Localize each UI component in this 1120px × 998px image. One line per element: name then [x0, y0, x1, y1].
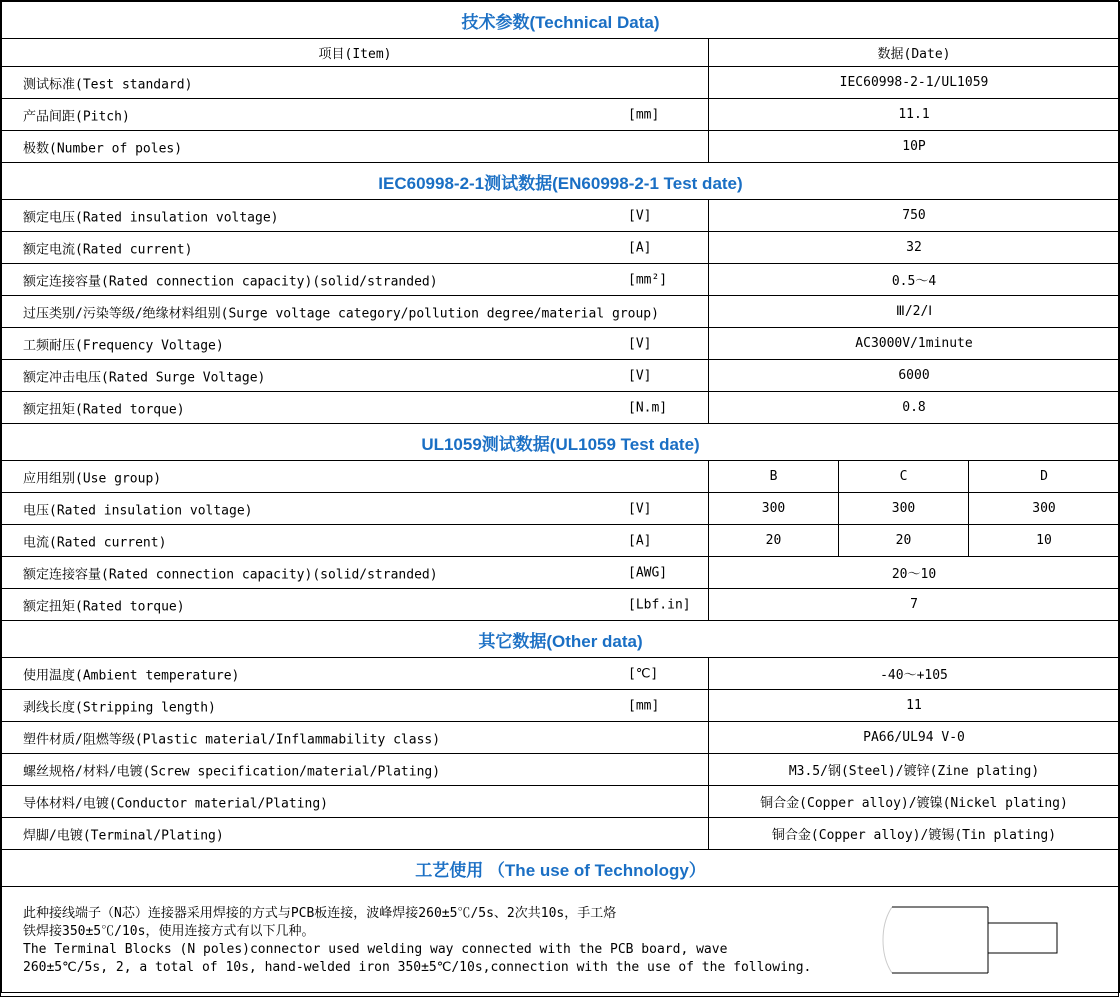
row-label: 产品间距(Pitch) [23, 109, 130, 124]
row-label: 额定电压(Rated insulation voltage) [23, 210, 279, 225]
ul-voltage-b: 300 [709, 493, 839, 525]
row-label: 额定连接容量(Rated connection capacity)(solid/stranded) [23, 567, 438, 582]
row-label: 测试标准(Test standard) [23, 77, 193, 92]
row-value: 6000 [709, 360, 1120, 392]
tech-line-1: 此种接线端子（N芯）连接器采用焊接的方式与PCB板连接，波峰焊接260±5℃/5s、2次共10s，手工烙 [23, 906, 617, 921]
row-surge-voltage [2, 360, 709, 392]
row-screw-spec [2, 754, 709, 786]
header-item: 项目(Item) [2, 39, 709, 67]
row-value: Ⅲ/2/Ⅰ [709, 296, 1120, 328]
row-value: 铜合金(Copper alloy)/镀镍(Nickel plating) [709, 786, 1120, 818]
row-unit: [V] [628, 208, 652, 223]
row-unit: [V] [628, 336, 652, 351]
group-b: B [709, 461, 839, 493]
row-value: 0.5～4 [709, 264, 1120, 296]
row-label: 额定扭矩(Rated torque) [23, 402, 185, 417]
row-surge-category [2, 296, 709, 328]
ul-current-c: 20 [839, 525, 969, 557]
row-value: 铜合金(Copper alloy)/镀锡(Tin plating) [709, 818, 1120, 850]
row-conductor-material [2, 786, 709, 818]
row-plastic-material [2, 722, 709, 754]
row-stripping-length [2, 690, 709, 722]
row-label: 额定扭矩(Rated torque) [23, 599, 185, 614]
row-poles [2, 131, 709, 163]
row-value: 10P [709, 131, 1120, 163]
row-label: 应用组别(Use group) [23, 471, 162, 486]
row-value: 32 [709, 232, 1120, 264]
technology-usage-cell [2, 887, 1120, 993]
row-label: 极数(Number of poles) [23, 141, 183, 156]
header-data: 数据(Date) [709, 39, 1120, 67]
row-unit: [N.m] [628, 400, 668, 415]
technology-description [23, 905, 811, 977]
row-use-group [2, 461, 709, 493]
tech-line-2: 铁焊接350±5℃/10s，使用连接方式有以下几种。 [23, 924, 315, 939]
row-frequency-voltage [2, 328, 709, 360]
row-ul-capacity [2, 557, 709, 589]
row-unit: [mm²] [628, 272, 668, 287]
row-label: 剥线长度(Stripping length) [23, 700, 216, 715]
row-pitch [2, 99, 709, 131]
row-ul-torque [2, 589, 709, 621]
row-unit: [℃] [628, 666, 659, 681]
row-label: 过压类别/污染等级/绝缘材料组别(Surge voltage category/pollution degree/material group) [23, 306, 659, 321]
ul-voltage-d: 300 [969, 493, 1120, 525]
row-value: 11.1 [709, 99, 1120, 131]
row-unit: [A] [628, 533, 652, 548]
row-value: M3.5/钢(Steel)/镀锌(Zine plating) [709, 754, 1120, 786]
row-unit: [V] [628, 501, 652, 516]
row-label: 螺丝规格/材料/电镀(Screw specification/material/Plating) [23, 764, 441, 779]
row-label: 电压(Rated insulation voltage) [23, 503, 253, 518]
row-ul-current [2, 525, 709, 557]
row-label: 电流(Rated current) [23, 535, 167, 550]
row-value: 20～10 [709, 557, 1120, 589]
row-rated-voltage [2, 200, 709, 232]
group-d: D [969, 461, 1120, 493]
section-title-iec: IEC60998-2-1测试数据(EN60998-2-1 Test date) [2, 163, 1120, 200]
row-label: 导体材料/电镀(Conductor material/Plating) [23, 796, 328, 811]
row-ul-voltage [2, 493, 709, 525]
row-value: 750 [709, 200, 1120, 232]
row-value: 0.8 [709, 392, 1120, 424]
row-ambient-temperature [2, 658, 709, 690]
section-title-ul: UL1059测试数据(UL1059 Test date) [2, 424, 1120, 461]
group-c: C [839, 461, 969, 493]
row-value: AC3000V/1minute [709, 328, 1120, 360]
row-rated-current [2, 232, 709, 264]
row-unit: [Lbf.in] [628, 597, 691, 612]
section-title-technical: 技术参数(Technical Data) [2, 2, 1120, 39]
row-label: 工频耐压(Frequency Voltage) [23, 338, 224, 353]
row-value: 7 [709, 589, 1120, 621]
row-label: 额定冲击电压(Rated Surge Voltage) [23, 370, 266, 385]
row-rated-torque [2, 392, 709, 424]
row-value: -40～+105 [709, 658, 1120, 690]
row-label: 使用温度(Ambient temperature) [23, 668, 240, 683]
row-value: IEC60998-2-1/UL1059 [709, 67, 1120, 99]
row-terminal-plating [2, 818, 709, 850]
row-unit: [AWG] [628, 565, 668, 580]
row-value: 11 [709, 690, 1120, 722]
row-label: 额定电流(Rated current) [23, 242, 193, 257]
wire-curve [883, 907, 892, 973]
row-test-standard [2, 67, 709, 99]
row-value: PA66/UL94 V-0 [709, 722, 1120, 754]
wire-connection-diagram [878, 905, 1063, 975]
section-title-other: 其它数据(Other data) [2, 621, 1120, 658]
row-connection-capacity [2, 264, 709, 296]
tech-line-3: The Terminal Blocks (N poles)connector used welding way connected with the PCB board, wave [23, 942, 728, 957]
row-unit: [V] [628, 368, 652, 383]
row-label: 额定连接容量(Rated connection capacity)(solid/stranded) [23, 274, 438, 289]
row-label: 塑件材质/阻燃等级(Plastic material/Inflammability class) [23, 732, 441, 747]
row-unit: [mm] [628, 698, 660, 713]
ul-current-b: 20 [709, 525, 839, 557]
spec-table [1, 1, 1120, 993]
stripped-conductor [988, 923, 1057, 953]
section-title-tech-use: 工艺使用 （The use of Technology） [2, 850, 1120, 887]
ul-current-d: 10 [969, 525, 1120, 557]
row-label: 焊脚/电镀(Terminal/Plating) [23, 828, 224, 843]
row-unit: [A] [628, 240, 652, 255]
ul-voltage-c: 300 [839, 493, 969, 525]
tech-line-4: 260±5℃/5s, 2, a total of 10s, hand-welded iron 350±5℃/10s,connection with the use of the following. [23, 960, 812, 975]
row-unit: [mm] [628, 107, 660, 122]
